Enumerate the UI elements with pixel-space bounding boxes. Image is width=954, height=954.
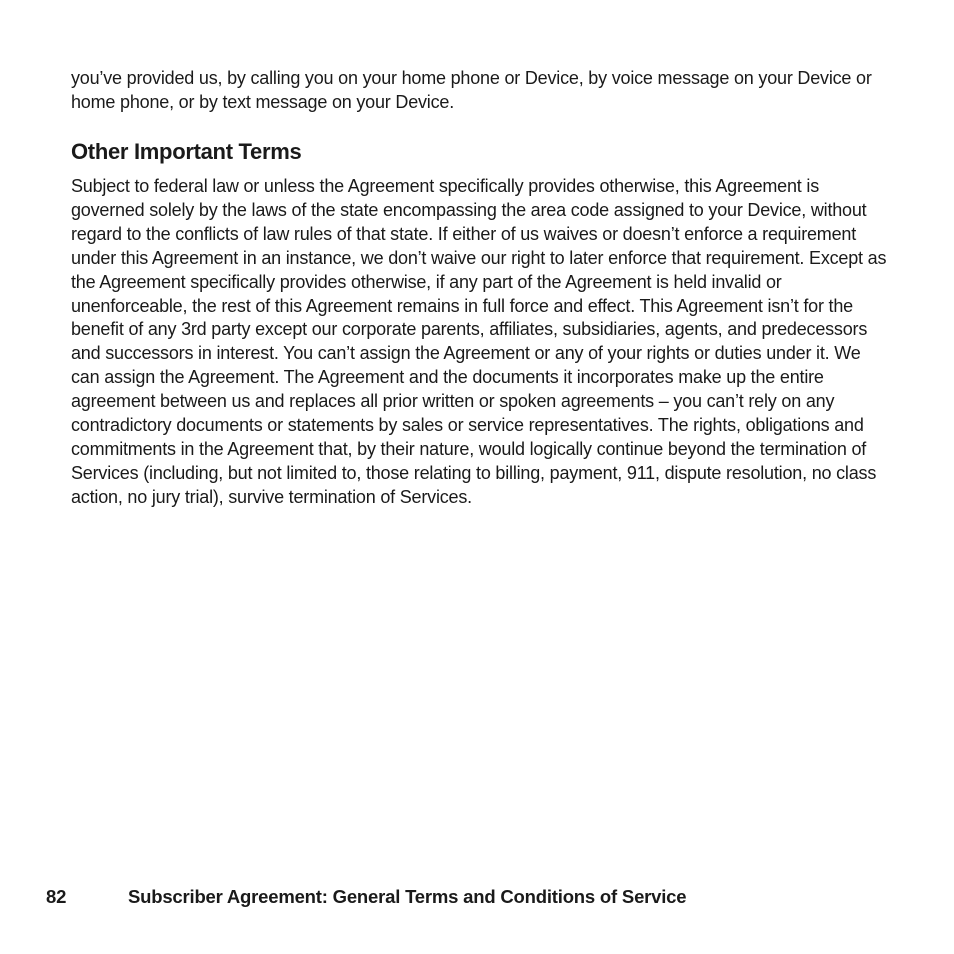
running-title: Subscriber Agreement: General Terms and Conditions of Service (128, 886, 687, 907)
section-heading: Other Important Terms (71, 139, 302, 164)
intro-paragraph: you’ve provided us, by calling you on your home phone or Device, by voice message on your Device or home phone, or by text message on your Device. (71, 68, 872, 112)
page-number: 82 (46, 886, 67, 907)
section-body-paragraph: Subject to federal law or unless the Agreement specifically provides otherwise, this Agreement is governed solely by the laws of the state encompassing the area code assigned to your Device, without regard to the conflicts of law rules of that state. If either of us waives or doesn’t enforce a requirement under this Agreement in an instance, we don’t waive our right to later enforce that requirement. Except as the Agreement specifically provides otherwise, if any part of the Agreement is held invalid or unenforceable, the rest of this Agreement remains in full force and effect. This Agreement isn’t for the benefit of any 3rd party except our corporate parents, affiliates, subsidiaries, agents, and predecessors and successors in interest. You can’t assign the Agreement or any of your rights or duties under it. We can assign the Agreement. The Agreement and the documents it incorporates make up the entire agreement between us and replaces all prior written or spoken agreements – you can’t rely on any contradictory documents or statements by sales or service representatives. The rights, obligations and commitments in the Agreement that, by their nature, would logically continue beyond the termination of Services (including, but not limited to, those relating to billing, payment, 911, dispute resolution, no class action, no jury trial), survive termination of Services. (71, 176, 887, 507)
page-footer (46, 884, 906, 910)
